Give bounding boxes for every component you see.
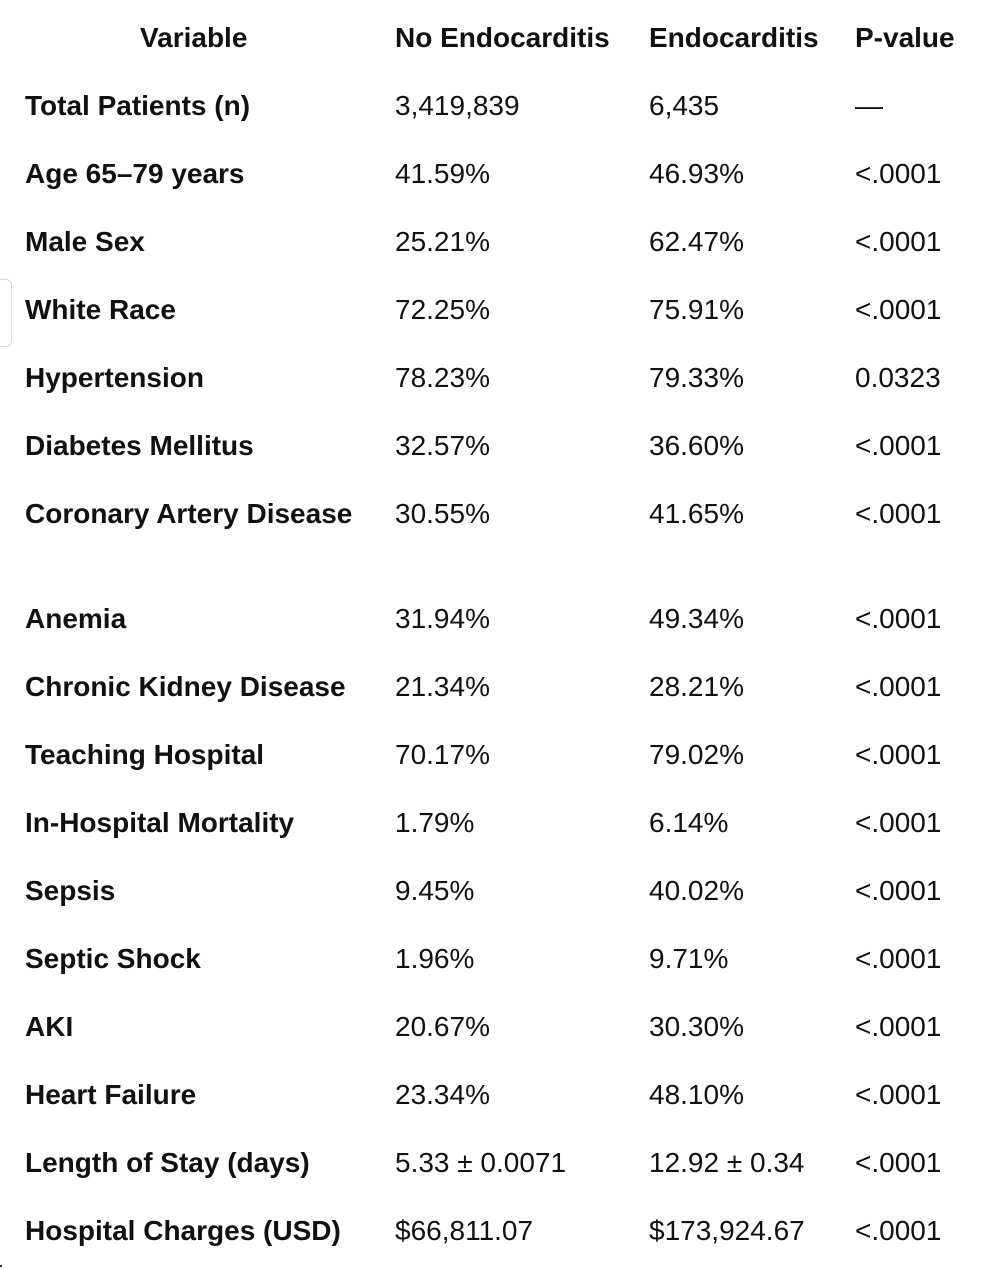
- cell-no-endocarditis: 3,419,839: [395, 90, 520, 121]
- corner-mark: [0, 1265, 2, 1267]
- cell-no-endocarditis: 23.34%: [395, 1079, 490, 1110]
- cell-no-endocarditis: 30.55%: [395, 498, 490, 529]
- cell-endocarditis: 46.93%: [649, 158, 744, 189]
- cell-variable: Chronic Kidney Disease: [25, 671, 346, 702]
- cell-variable: Anemia: [25, 603, 127, 634]
- cell-endocarditis: 49.34%: [649, 603, 744, 634]
- cell-variable: Teaching Hospital: [25, 739, 265, 770]
- cell-endocarditis: 6,435: [649, 90, 720, 121]
- cell-endocarditis: 79.33%: [649, 362, 744, 393]
- cell-variable: Coronary Artery Disease: [25, 498, 353, 529]
- cell-endocarditis: $173,924.67: [649, 1215, 805, 1246]
- cell-variable: Age 65–79 years: [25, 158, 245, 189]
- cell-p-value: <.0001: [855, 875, 942, 906]
- cell-p-value: <.0001: [855, 1079, 942, 1110]
- cell-p-value: <.0001: [855, 158, 942, 189]
- cell-endocarditis: 79.02%: [649, 739, 744, 770]
- header-variable: Variable: [140, 22, 248, 53]
- cell-no-endocarditis: 41.59%: [395, 158, 490, 189]
- cell-p-value: 0.0323: [855, 362, 941, 393]
- cell-no-endocarditis: 1.79%: [395, 807, 475, 838]
- cell-variable: White Race: [25, 294, 176, 325]
- cell-no-endocarditis: 72.25%: [395, 294, 490, 325]
- cell-variable: Hospital Charges (USD): [25, 1215, 341, 1246]
- cell-variable: Length of Stay (days): [25, 1147, 310, 1178]
- cell-no-endocarditis: 25.21%: [395, 226, 490, 257]
- cell-p-value: <.0001: [855, 943, 942, 974]
- cell-no-endocarditis: 78.23%: [395, 362, 490, 393]
- cell-variable: AKI: [25, 1011, 74, 1042]
- cell-endocarditis: 6.14%: [649, 807, 729, 838]
- cell-p-value: —: [855, 90, 883, 121]
- cell-endocarditis: 41.65%: [649, 498, 744, 529]
- cell-variable: Hypertension: [25, 362, 204, 393]
- cell-no-endocarditis: 1.96%: [395, 943, 475, 974]
- cell-p-value: <.0001: [855, 498, 942, 529]
- cell-p-value: <.0001: [855, 294, 942, 325]
- cell-no-endocarditis: 32.57%: [395, 430, 490, 461]
- cell-p-value: <.0001: [855, 671, 942, 702]
- cell-p-value: <.0001: [855, 1215, 942, 1246]
- cell-endocarditis: 28.21%: [649, 671, 744, 702]
- cell-no-endocarditis: 9.45%: [395, 875, 475, 906]
- cell-endocarditis: 12.92 ± 0.34: [649, 1147, 805, 1178]
- cell-p-value: <.0001: [855, 807, 942, 838]
- cell-no-endocarditis: 20.67%: [395, 1011, 490, 1042]
- cell-endocarditis: 48.10%: [649, 1079, 744, 1110]
- cell-p-value: <.0001: [855, 1147, 942, 1178]
- cell-endocarditis: 40.02%: [649, 875, 744, 906]
- cell-p-value: <.0001: [855, 430, 942, 461]
- cell-endocarditis: 9.71%: [649, 943, 729, 974]
- cell-no-endocarditis: 5.33 ± 0.0071: [395, 1147, 567, 1178]
- cell-variable: Sepsis: [25, 875, 116, 906]
- cell-p-value: <.0001: [855, 603, 942, 634]
- cell-no-endocarditis: 70.17%: [395, 739, 490, 770]
- cell-variable: Heart Failure: [25, 1079, 197, 1110]
- cell-variable: Septic Shock: [25, 943, 201, 974]
- cell-endocarditis: 75.91%: [649, 294, 744, 325]
- cell-variable: Male Sex: [25, 226, 145, 257]
- cell-endocarditis: 36.60%: [649, 430, 744, 461]
- cell-endocarditis: 30.30%: [649, 1011, 744, 1042]
- cell-variable: In-Hospital Mortality: [25, 807, 295, 838]
- cell-p-value: <.0001: [855, 739, 942, 770]
- cell-no-endocarditis: 31.94%: [395, 603, 490, 634]
- side-scroll-tab: [0, 279, 12, 347]
- header-p-value: P-value: [855, 22, 955, 53]
- cell-p-value: <.0001: [855, 1011, 942, 1042]
- cell-no-endocarditis: $66,811.07: [395, 1215, 534, 1246]
- cell-variable: Total Patients (n): [25, 90, 251, 121]
- cell-variable: Diabetes Mellitus: [25, 430, 254, 461]
- cell-p-value: <.0001: [855, 226, 942, 257]
- header-no-endocarditis: No Endocarditis: [395, 22, 610, 53]
- header-endocarditis: Endocarditis: [649, 22, 819, 53]
- cell-endocarditis: 62.47%: [649, 226, 744, 257]
- cell-no-endocarditis: 21.34%: [395, 671, 490, 702]
